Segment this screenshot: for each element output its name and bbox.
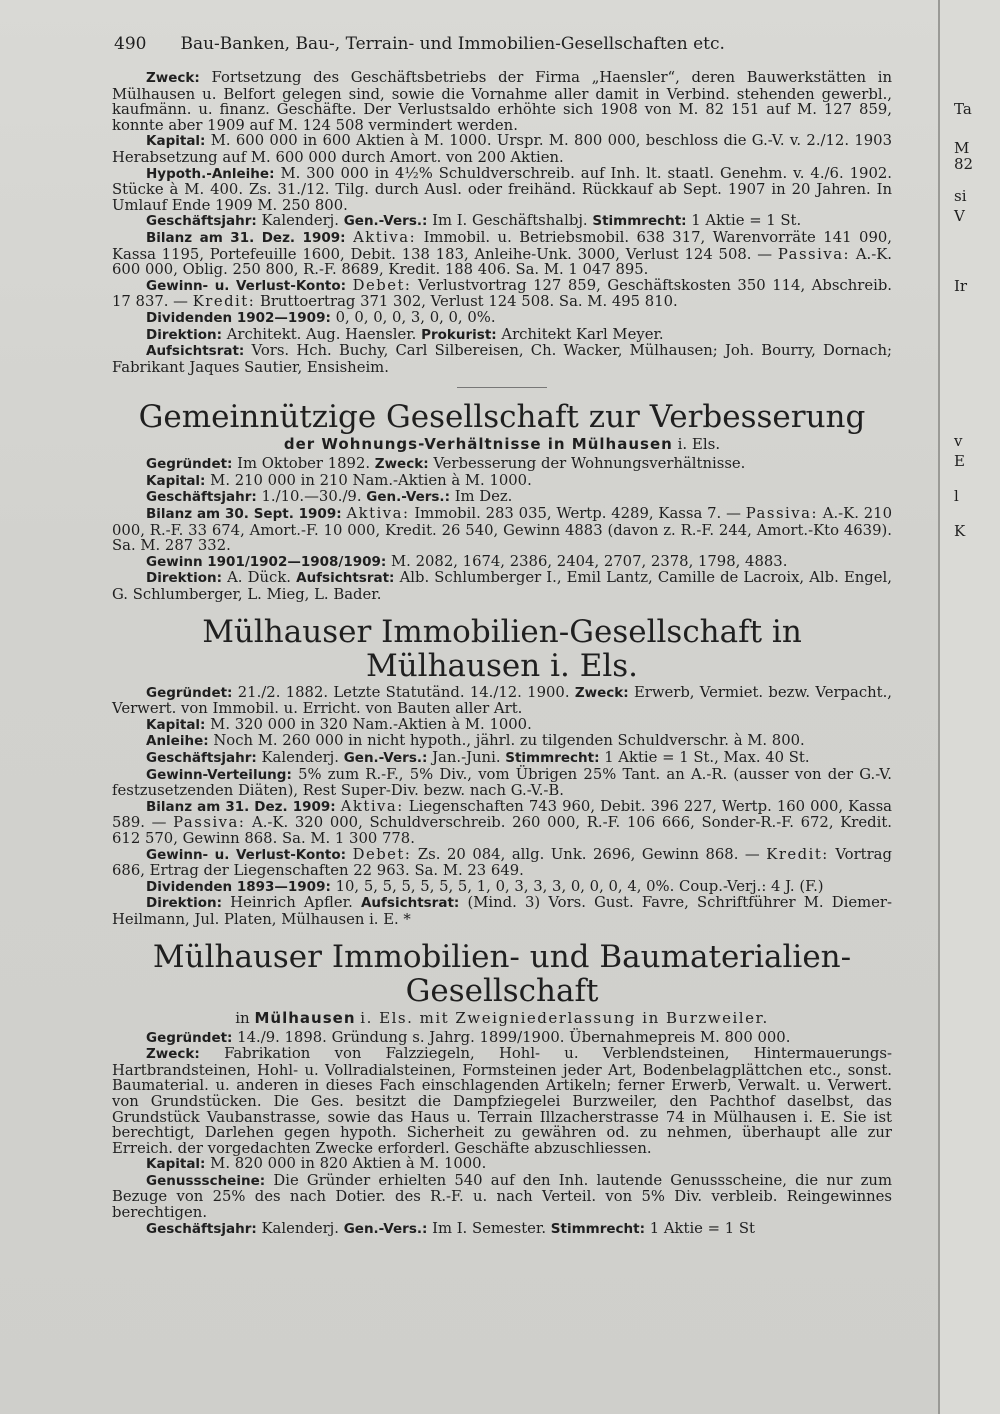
edge-fragment: l — [954, 487, 959, 505]
entry-gemeinnuetzige-gesellschaft — [112, 400, 892, 602]
edge-fragment: si — [954, 187, 967, 205]
entry-paragraph: Gegründet: 14./9. 1898. Gründung s. Jahrg. 1899/1900. Übernahmepreis M. 800 000. — [146, 1028, 791, 1046]
entry-paragraph: Hypoth.-Anleihe: M. 300 000 in 4½% Schuldverschreib. auf Inh. lt. staatl. Genehm. v. 4./6. 1902. Stücke à M. 400. Zs. 31./12. Tilg. durch Ausl. oder freihänd. Rückkauf ab Sept. 1907 in 20 Jahren. In Umlauf Ende 1909 M. 250 800. — [112, 164, 892, 214]
entry-paragraph: Zweck: Fortsetzung des Geschäftsbetriebs der Firma „Haensler“, deren Bauwerkstätten in Mülhausen u. Belfort gelegen sind, sowie die Vornahme aller damit in Verbind. stehenden gewerbl., kaufmänn. u. finanz. Geschäfte. Der Verlustsaldo erhöhte sich 1908 von M. 82 151 auf M. 127 859, konnte aber 1909 auf M. 124 508 vermindert werden. — [112, 69, 892, 134]
entry-paragraph: Dividenden 1902—1909: 0, 0, 0, 0, 3, 0, 0, 0%. — [146, 308, 496, 326]
running-header — [114, 34, 894, 54]
entry-paragraph: Gewinn- u. Verlust-Konto: Debet: Verlustvortrag 127 859, Geschäftskosten 350 114, Abschreib. 17 837. — Kredit: Bruttoertrag 371 302, Verlust 124 508. Sa. M. 495 810. — [112, 276, 892, 311]
company-title: Mülhauser Immobilien-Gesellschaft in Mülhausen i. Els. — [202, 613, 802, 684]
edge-fragment: 82 — [954, 155, 974, 173]
running-title: Bau-Banken, Bau-, Terrain- und Immobilien-Gesellschaften etc. — [180, 34, 725, 54]
entry-paragraph: Geschäftsjahr: Kalenderj. Gen.-Vers.: Im I. Semester. Stimmrecht: 1 Aktie = 1 St — [146, 1219, 755, 1237]
entry-paragraph: Aufsichtsrat: Vors. Hch. Buchy, Carl Silbereisen, Ch. Wacker, Mülhausen; Joh. Bourry, Dornach; Fabrikant Jaques Sautier, Ensisheim. — [112, 342, 892, 376]
entry-paragraph: Anleihe: Noch M. 260 000 in nicht hypoth., jährl. zu tilgenden Schuldverschr. à M. 800. — [146, 732, 805, 750]
entry-paragraph: Bilanz am 30. Sept. 1909: Aktiva: Immobil. 283 035, Wertp. 4289, Kassa 7. — Passiva: A.-K. 210 000, R.-F. 33 674, Amort.-F. 10 000, Kredit. 26 540, Gewinn 4883 (davon z. R.-F. 244, Amort.-Kto 4639). Sa. M. 287 332. — [112, 505, 893, 555]
entry-paragraph: Gewinn 1901/1902—1908/1909: M. 2082, 1674, 2386, 2404, 2707, 2378, 1798, 4883. — [146, 552, 788, 570]
entry-paragraph: Geschäftsjahr: Kalenderj. Gen.-Vers.: Jan.-Juni. Stimmrecht: 1 Aktie = 1 St., Max. 40 St. — [146, 749, 810, 766]
text-column — [112, 70, 892, 1237]
entry-paragraph: Gegründet: Im Oktober 1892. Zweck: Verbesserung der Wohnungsverhältnisse. — [146, 455, 746, 473]
company-title: Mülhauser Immobilien- und Baumaterialien-Gesellschaft — [152, 938, 852, 1009]
entry-paragraph: Geschäftsjahr: 1./10.—30./9. Gen.-Vers.: Im Dez. — [146, 488, 513, 506]
entry-muelhauser-immobilien — [112, 615, 892, 928]
entry-haensler-continued — [112, 70, 892, 375]
edge-fragment: Ir — [954, 277, 968, 295]
section-divider — [457, 387, 547, 388]
company-title: Gemeinnützige Gesellschaft zur Verbesserung — [138, 399, 866, 436]
entry-paragraph: Kapital: M. 210 000 in 210 Nam.-Aktien à M. 1000. — [146, 471, 532, 489]
edge-fragment: M — [954, 139, 970, 157]
entry-paragraph: Zweck: Fabrikation von Falzziegeln, Hohl- u. Verblendsteinen, Hintermauerungs-Hartbrandsteinen, Hohl- u. Vollradialsteinen, Formsteinen jeder Art, Bodenbelagplättchen etc., sonst. Baumaterial. u. anderen in dieses Fach einschlagenden Artikeln; ferner Erwerb, Verwalt. u. Verwert. von Grundstücken. Die Ges. besitzt die Dampfziegelei Burzweiler, den Pachthof daselbst, das Grundstück Vaubanstrasse, sowie das Haus u. Terrain Illzacherstrasse 74 in Mülhausen i. E. Sie ist berechtigt, Darlehen gegen hypoth. Sicherheit zu gewähren od. zu nehmen, überhaupt alle zur Erreich. der vorgedachten Zwecke erforderl. Geschäfte abzuschliessen. — [112, 1045, 892, 1157]
entry-paragraph: Dividenden 1893—1909: 10, 5, 5, 5, 5, 5, 5, 1, 0, 3, 3, 3, 0, 0, 0, 4, 0%. Coup.-Verj.: 4 J. (F.) — [146, 877, 824, 895]
entry-paragraph: Direktion: Architekt. Aug. Haensler. Prokurist: Architekt Karl Meyer. — [146, 325, 664, 343]
entry-paragraph: Direktion: Heinrich Apfler. Aufsichtsrat: (Mind. 3) Vors. Gust. Favre, Schriftführer M. Diemer-Heilmann, Jul. Platen, Mülhausen i. E. * — [112, 894, 892, 928]
company-subtitle: der Wohnungs-Verhältnisse in Mülhausen i. Els. — [283, 435, 721, 454]
entry-paragraph: Geschäftsjahr: Kalenderj. Gen.-Vers.: Im I. Geschäftshalbj. Stimmrecht: 1 Aktie = 1 St. — [146, 212, 802, 230]
entry-muelhauser-baumaterialien — [112, 940, 892, 1238]
entry-paragraph: Genussscheine: Die Gründer erhielten 540 auf den Inh. lautende Genussscheine, die nur zum Bezuge von 25% des nach Dotier. des R.-F. u. nach Verteil. von 5% Div. verbleib. Reingewinnes berechtigen. — [112, 1171, 892, 1222]
entry-paragraph: Gewinn-Verteilung: 5% zum R.-F., 5% Div., vom Übrigen 25% Tant. an A.-R. (ausser von der G.-V. festzusetzenden Diäten), Rest Super-Div. bezw. nach G.-V.-B. — [112, 765, 892, 800]
entry-paragraph: Bilanz am 31. Dez. 1909: Aktiva: Immobil. u. Betriebsmobil. 638 317, Warenvorräte 141 090, Kassa 1195, Portefeuille 1600, Debit. 138 183, Anleihe-Unk. 3000, Verlust 124 508. — Passiva: A.-K. 600 000, Oblig. 250 800, R.-F. 8689, Kredit. 188 406. Sa. M. 1 047 895. — [112, 228, 892, 279]
entry-paragraph: Gegründet: 21./2. 1882. Letzte Statutänd. 14./12. 1900. Zweck: Erwerb, Vermiet. bezw. Verpacht., Verwert. von Immobil. u. Erricht. von Bauten aller Art. — [112, 683, 892, 718]
page-number: 490 — [114, 34, 147, 54]
entry-paragraph: Kapital: M. 320 000 in 320 Nam.-Aktien à M. 1000. — [146, 715, 532, 733]
edge-fragment: V — [954, 207, 965, 225]
edge-fragment: v — [954, 432, 963, 450]
company-subtitle: in Mülhausen i. Els. mit Zweigniederlassung in Burzweiler. — [235, 1008, 769, 1027]
adjacent-page-edge — [938, 0, 1000, 1414]
edge-fragment: E — [954, 452, 965, 470]
entry-paragraph: Direktion: A. Dück. Aufsichtsrat: Alb. Schlumberger I., Emil Lantz, Camille de Lacroix, Alb. Engel, G. Schlumberger, L. Mieg, L. Bader. — [112, 569, 892, 604]
entry-paragraph: Bilanz am 31. Dez. 1909: Aktiva: Liegenschaften 743 960, Debit. 396 227, Wertp. 160 000, Kassa 589. — Passiva: A.-K. 320 000, Schuldverschreib. 260 000, R.-F. 106 666, Sonder-R.-F. 672, Kredit. 612 570, Gewinn 868. Sa. M. 1 300 778. — [112, 797, 892, 847]
edge-fragment: K — [954, 522, 966, 540]
entry-paragraph: Kapital: M. 600 000 in 600 Aktien à M. 1000. Urspr. M. 800 000, beschloss die G.-V. v. 2./12. 1903 Herabsetzung auf M. 600 000 durch Amort. von 200 Aktien. — [112, 132, 892, 166]
entry-paragraph: Kapital: M. 820 000 in 820 Aktien à M. 1000. — [146, 1155, 487, 1173]
entry-paragraph: Gewinn- u. Verlust-Konto: Debet: Zs. 20 084, allg. Unk. 2696, Gewinn 868. — Kredit: Vortrag 686, Ertrag der Liegenschaften 22 963. Sa. M. 23 649. — [112, 845, 892, 880]
edge-fragment: Ta — [954, 100, 972, 118]
